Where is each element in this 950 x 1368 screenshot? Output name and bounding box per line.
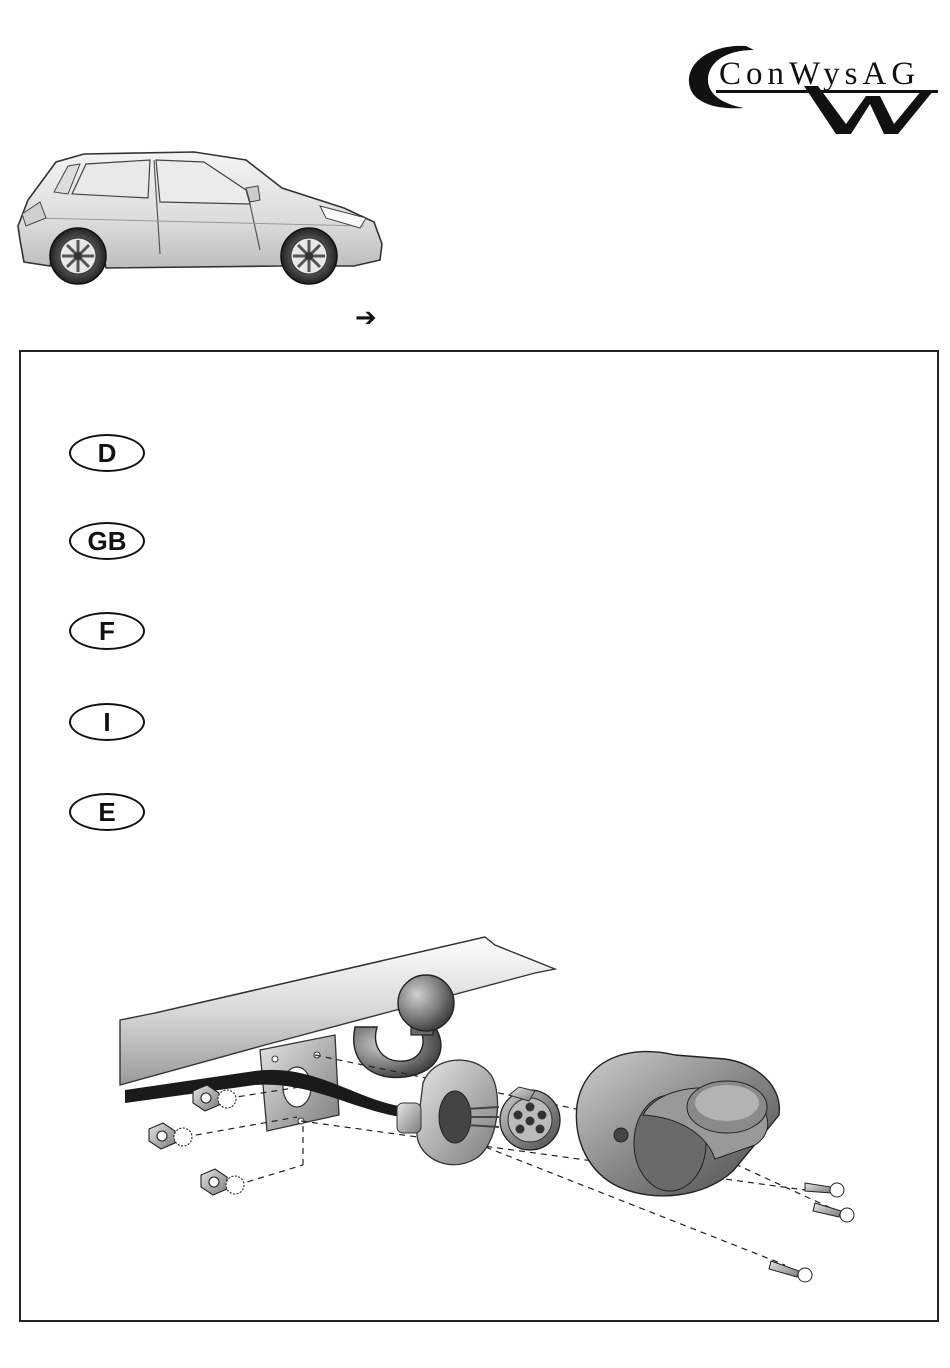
trailer-socket-exploded-icon [115, 935, 865, 1295]
logo-text: ConWysAG [719, 56, 921, 92]
language-badge-f: F [69, 612, 145, 650]
language-badge-d: D [69, 434, 145, 472]
car-illustration [14, 148, 386, 286]
arrow-right-icon: ➔ [355, 303, 377, 333]
language-badge-e: E [69, 793, 145, 831]
assembly-illustration [115, 935, 865, 1295]
language-badge-gb: GB [69, 522, 145, 560]
hatchback-car-icon [14, 148, 386, 286]
company-logo [686, 38, 940, 138]
language-badge-i: I [69, 703, 145, 741]
